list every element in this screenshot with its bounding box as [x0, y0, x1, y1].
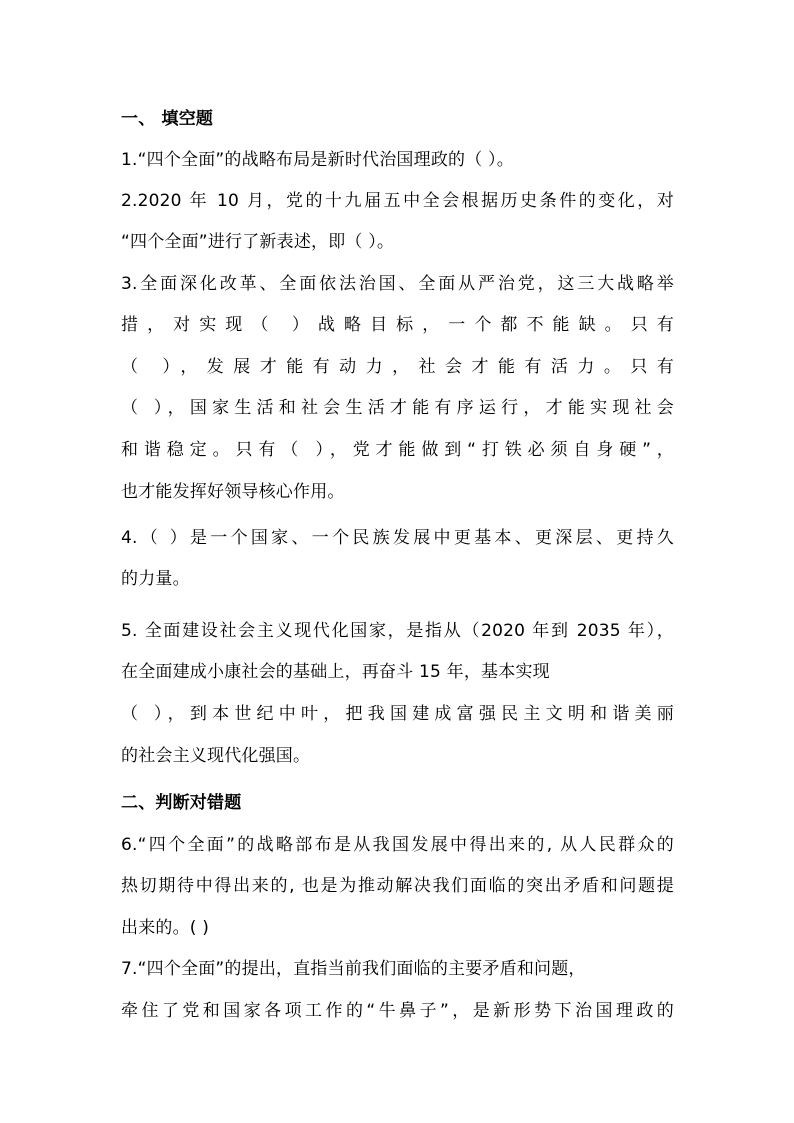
- question-3-line-5: 和谐稳定。只有（ ），党才能做到“打铁必须自身硬”，: [121, 440, 674, 460]
- section-heading-true-false: 二、判断对错题: [121, 793, 242, 813]
- question-3-line-4: （ ），国家生活和社会生活才能有序运行，才能实现社会: [121, 398, 674, 418]
- question-5-line-4: 的社会主义现代化强国。: [121, 746, 311, 766]
- question-3-line-1: 3.全面深化改革、全面依法治国、全面从严治党，这三大战略举: [121, 274, 674, 294]
- question-7-line-1: 7.“四个全面”的提出，直指当前我们面临的主要矛盾和问题，: [121, 959, 586, 979]
- question-1-line-1: 1.“四个全面”的战略布局是新时代治国理政的（ ）。: [121, 150, 514, 170]
- question-3-line-2: 措，对实现（ ）战略目标，一个都不能缺。只有: [121, 315, 674, 335]
- question-2-line-2: “四个全面”进行了新表述，即（ ）。: [121, 232, 395, 252]
- question-3-line-6: 也才能发挥好领导核心作用。: [121, 482, 345, 502]
- question-6-line-1: 6.“四个全面”的战略部布是从我国发展中得出来的, 从人民群众的: [121, 835, 674, 855]
- question-7-line-2: 牵住了党和国家各项工作的“牛鼻子”，是新形势下治国理政的: [121, 1001, 674, 1021]
- question-5-line-1: 5. 全面建设社会主义现代化国家，是指从（2020 年到 2035 年），: [121, 621, 674, 641]
- question-6-line-2: 热切期待中得出来的, 也是为推动解决我们面临的突出矛盾和问题提: [121, 876, 674, 896]
- question-6-line-3: 出来的。( ): [121, 918, 210, 938]
- section-heading-fill-blank: 一、 填空题: [121, 109, 214, 129]
- question-2-line-1: 2.2020 年 10 月，党的十九届五中全会根据历史条件的变化，对: [121, 191, 674, 211]
- question-5-line-2: 在全面建成小康社会的基础上，再奋斗 15 年，基本实现: [121, 662, 550, 682]
- question-4-line-1: 4.（ ）是一个国家、一个民族发展中更基本、更深层、更持久: [121, 528, 674, 548]
- question-5-line-3: （ ），到本世纪中叶，把我国建成富强民主文明和谐美丽: [121, 704, 674, 724]
- question-4-line-2: 的力量。: [121, 569, 190, 589]
- question-3-line-3: （ ），发展才能有动力，社会才能有活力。只有: [121, 357, 674, 377]
